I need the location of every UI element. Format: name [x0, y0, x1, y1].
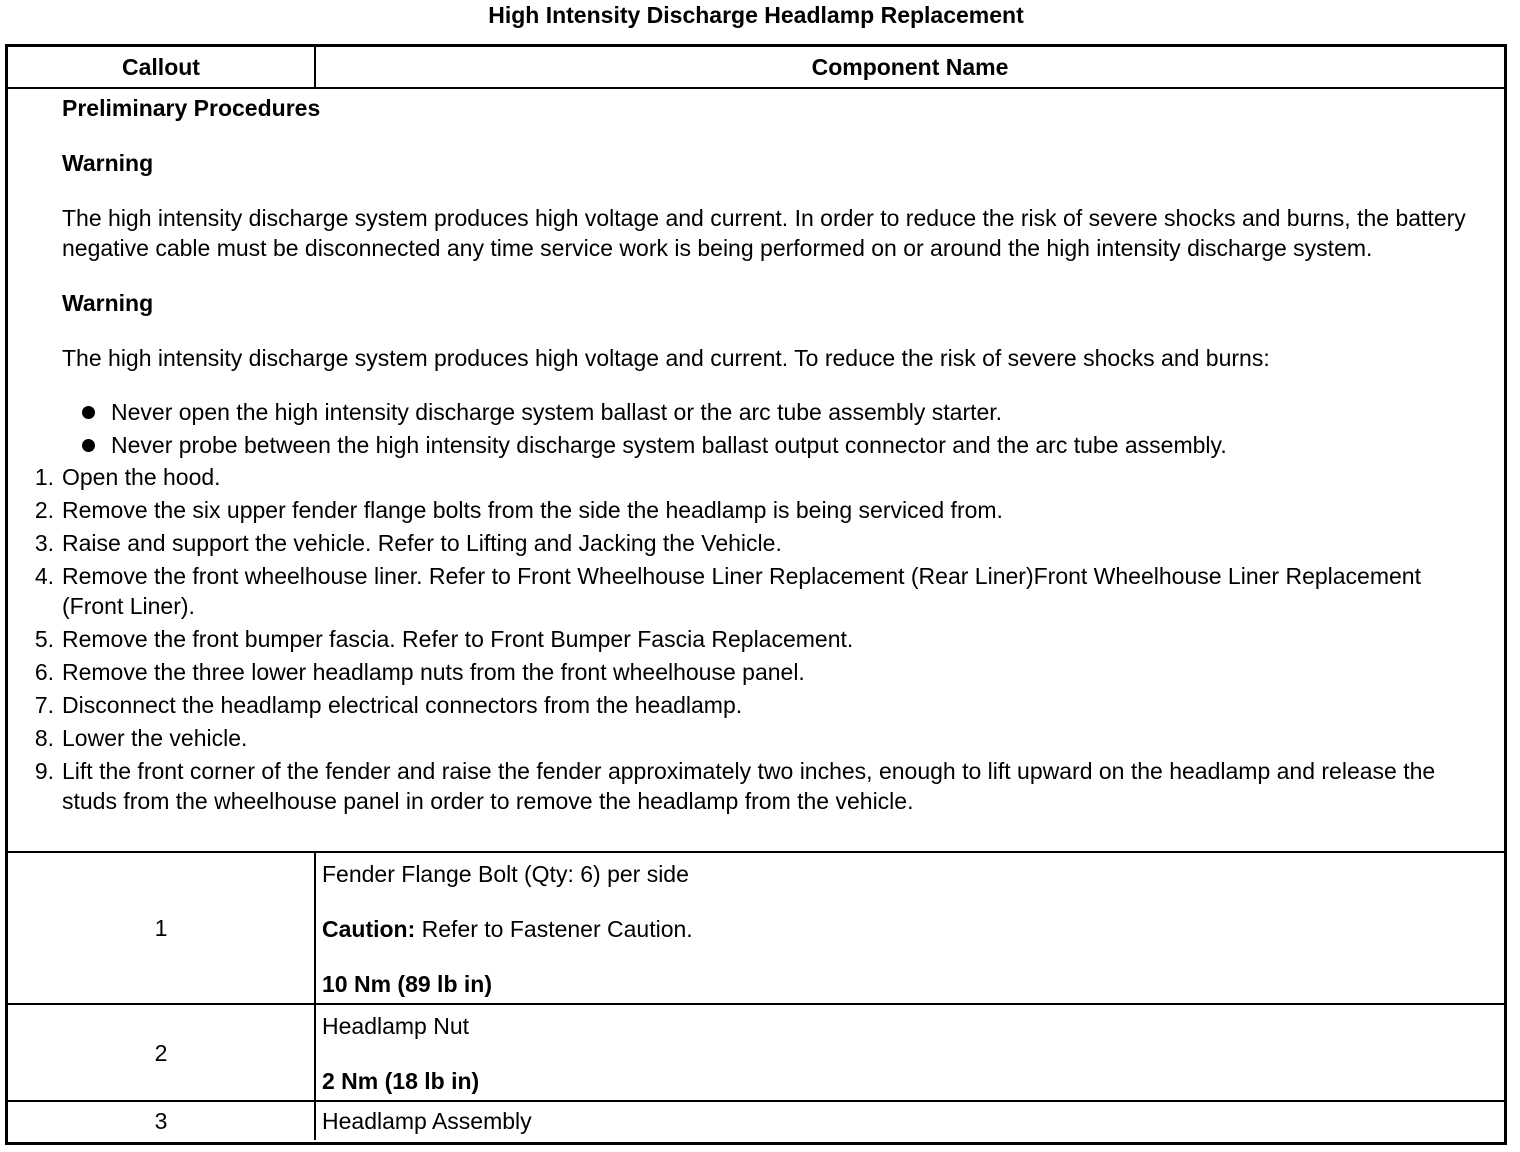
step-number: 4.	[34, 563, 54, 589]
step-number: 3.	[34, 530, 54, 556]
procedure-step	[8, 624, 1464, 654]
step-number: 7.	[34, 692, 54, 718]
component-name-cell	[316, 1005, 1504, 1100]
procedure-step	[8, 756, 1464, 816]
component-name: Headlamp Assembly	[322, 1108, 532, 1134]
torque-spec: 10 Nm (89 lb in)	[322, 971, 492, 997]
preliminary-procedures-row	[8, 89, 1504, 853]
bullet-dot-icon	[82, 406, 95, 419]
callout-column-header: Callout	[8, 47, 316, 87]
bullet-text: Never open the high intensity discharge system ballast or the arc tube assembly starter.	[111, 399, 1003, 425]
procedure-steps-list	[8, 462, 1504, 816]
warning-text-1: The high intensity discharge system produces high voltage and current. In order to reduce the risk of severe shocks and burns, the battery negative cable must be disconnected any time service work is being performed on or around the high intensity discharge system.	[62, 205, 1466, 261]
component-name-cell	[316, 853, 1504, 1003]
step-number: 2.	[34, 497, 54, 523]
caution-label: Caution:	[322, 916, 416, 942]
step-number: 1.	[34, 464, 54, 490]
step-number: 9.	[34, 758, 54, 784]
step-text: Remove the front bumper fascia. Refer to Front Bumper Fascia Replacement.	[62, 626, 854, 652]
torque-spec: 2 Nm (18 lb in)	[322, 1068, 480, 1094]
step-number: 5.	[34, 626, 54, 652]
table-header-row	[8, 47, 1504, 89]
step-text: Lower the vehicle.	[62, 725, 248, 751]
page-title: High Intensity Discharge Headlamp Replacement	[488, 2, 1024, 28]
warning-bullet-item	[62, 396, 1504, 429]
component-name: Headlamp Nut	[322, 1013, 470, 1039]
component-name-column-header: Component Name	[811, 54, 1009, 80]
caution-line	[322, 914, 1504, 944]
component-row	[8, 853, 1504, 1005]
step-number: 8.	[34, 725, 54, 751]
component-row	[8, 1005, 1504, 1102]
procedure-step	[8, 561, 1464, 621]
bullet-text: Never probe between the high intensity discharge system ballast output connector and the arc tube assembly.	[111, 432, 1227, 458]
callout-cell: 3	[8, 1102, 316, 1140]
step-text: Remove the three lower headlamp nuts from the front wheelhouse panel.	[62, 659, 805, 685]
step-text: Remove the six upper fender flange bolts from the side the headlamp is being serviced from.	[62, 497, 1003, 523]
procedure-step	[8, 723, 1464, 753]
component-row	[8, 1102, 1504, 1140]
step-text: Raise and support the vehicle. Refer to Lifting and Jacking the Vehicle.	[62, 530, 782, 556]
warning-bullet-list	[62, 396, 1504, 462]
procedure-step	[8, 528, 1464, 558]
step-text: Disconnect the headlamp electrical connectors from the headlamp.	[62, 692, 743, 718]
step-number: 6.	[34, 659, 54, 685]
callout-cell: 2	[8, 1005, 316, 1100]
step-text: Lift the front corner of the fender and raise the fender approximately two inches, enough to lift upward on the headlamp and release the studs from the wheelhouse panel in order to remove the headlamp from the vehicle.	[62, 758, 1436, 814]
step-text: Open the hood.	[62, 464, 221, 490]
bullet-dot-icon	[82, 439, 95, 452]
callout-cell: 1	[8, 853, 316, 1003]
procedure-step	[8, 495, 1464, 525]
caution-text: Refer to Fastener Caution.	[415, 916, 693, 942]
procedure-step	[8, 462, 1464, 492]
component-name: Fender Flange Bolt (Qty: 6) per side	[322, 861, 689, 887]
preliminary-procedures-heading: Preliminary Procedures	[62, 95, 321, 121]
procedure-table	[5, 44, 1507, 1145]
component-name-cell	[316, 1102, 1504, 1140]
procedure-step	[8, 690, 1464, 720]
procedure-step	[8, 657, 1464, 687]
warning-bullet-item	[62, 429, 1504, 462]
warning-heading-1: Warning	[62, 150, 154, 176]
warning-text-2: The high intensity discharge system produces high voltage and current. To reduce the risk of severe shocks and burns:	[62, 345, 1270, 371]
step-text: Remove the front wheelhouse liner. Refer to Front Wheelhouse Liner Replacement (Rear Liner)Front Wheelhouse Liner Replacement (Front Liner).	[62, 563, 1421, 619]
warning-heading-2: Warning	[62, 290, 154, 316]
